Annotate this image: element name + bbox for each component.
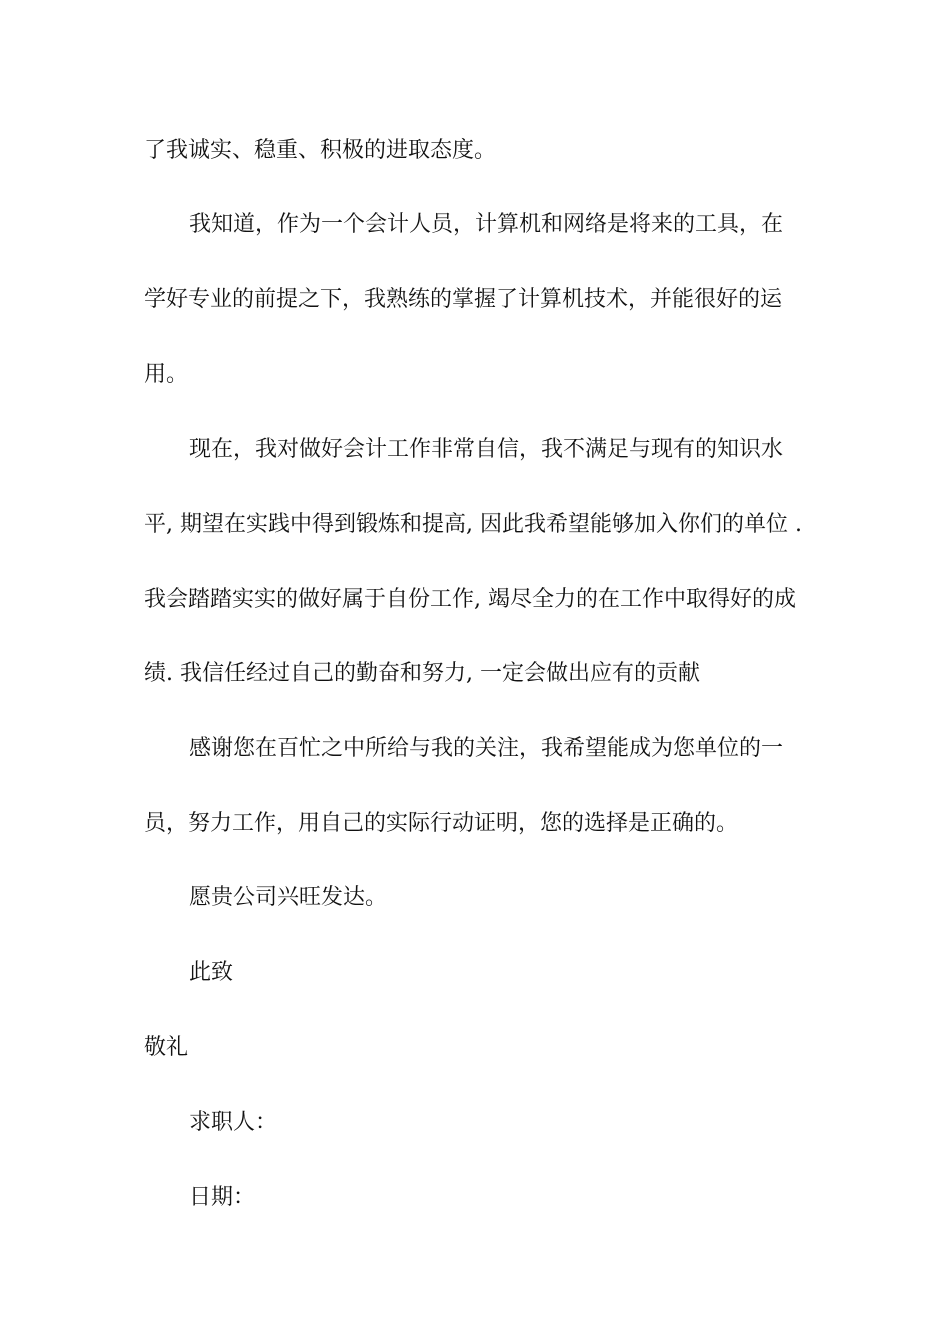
paragraph-line-3: 学好专业的前提之下，我熟练的掌握了计算机技术，并能很好的运 xyxy=(144,287,783,312)
closing-salutation: 此致 xyxy=(189,960,234,985)
paragraph-line-10: 员，努力工作，用自己的实际行动证明，您的选择是正确的。 xyxy=(144,811,739,836)
paragraph-line-1: 了我诚实、稳重、积极的进取态度。 xyxy=(144,138,497,163)
paragraph-line-9: 感谢您在百忙之中所给与我的关注，我希望能成为您单位的一 xyxy=(189,736,784,761)
paragraph-line-4: 用。 xyxy=(144,362,189,387)
paragraph-line-8: 绩. 我信任经过自己的勤奋和努力, 一定会做出应有的贡献 xyxy=(144,661,700,686)
paragraph-line-2: 我知道，作为一个会计人员，计算机和网络是将来的工具，在 xyxy=(189,212,784,237)
paragraph-line-7: 我会踏踏实实的做好属于自份工作, 竭尽全力的在工作中取得好的成 xyxy=(144,587,796,612)
paragraph-line-6: 平, 期望在实践中得到锻炼和提高, 因此我希望能够加入你们的单位 . xyxy=(144,512,802,537)
closing-regards: 敬礼 xyxy=(144,1035,189,1060)
date-label: 日期： xyxy=(189,1185,256,1210)
applicant-label: 求职人： xyxy=(189,1110,278,1135)
closing-wish: 愿贵公司兴旺发达。 xyxy=(189,885,388,910)
paragraph-line-5: 现在，我对做好会计工作非常自信，我不满足与现有的知识水 xyxy=(189,437,784,462)
